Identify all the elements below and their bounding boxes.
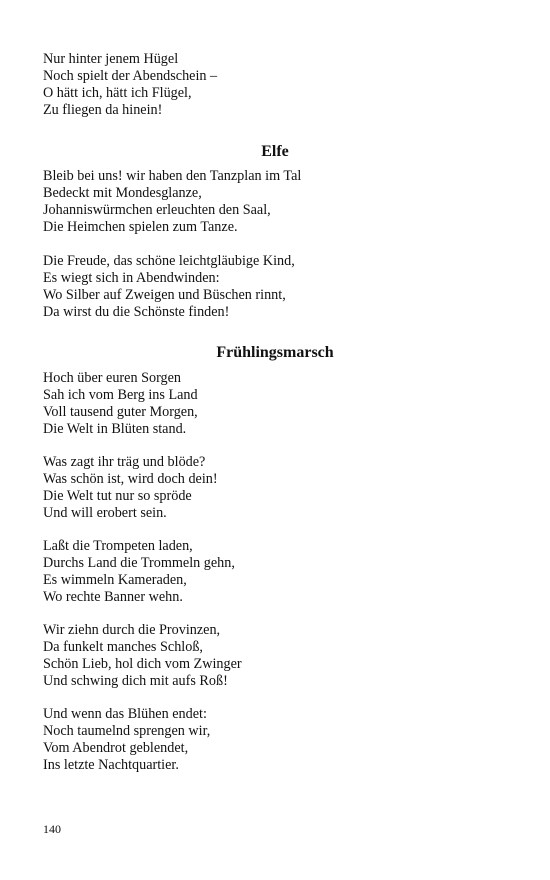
intro-stanza <box>43 51 513 119</box>
page-number: 140 <box>43 822 61 836</box>
verse-line: Was schön ist, wird doch dein! <box>43 471 218 487</box>
verse-line: Ins letzte Nachtquartier. <box>43 757 179 773</box>
stanza <box>43 706 513 774</box>
stanza <box>43 253 513 321</box>
verse-line: Die Freude, das schöne leichtgläubige Kind, <box>43 253 295 269</box>
verse-line: Wir ziehn durch die Provinzen, <box>43 622 221 638</box>
verse-line: Da wirst du die Schönste finden! <box>43 304 230 320</box>
verse-line: Und schwing dich mit aufs Roß! <box>43 673 228 689</box>
verse-line: Nur hinter jenem Hügel <box>43 51 179 67</box>
verse-line: Zu fliegen da hinein! <box>43 102 163 118</box>
verse-line: Voll tausend guter Morgen, <box>43 404 198 420</box>
verse-line: Die Heimchen spielen zum Tanze. <box>43 219 238 235</box>
verse-line: Johanniswürmchen erleuchten den Saal, <box>43 202 271 218</box>
verse-line: Was zagt ihr träg und blöde? <box>43 454 206 470</box>
verse-line: Und will erobert sein. <box>43 505 167 521</box>
verse-line: Es wimmeln Kameraden, <box>43 572 187 588</box>
verse-line: Die Welt tut nur so spröde <box>43 488 192 504</box>
stanza <box>43 454 513 522</box>
verse-line: Noch taumelnd sprengen wir, <box>43 723 211 739</box>
verse-line: Bleib bei uns! wir haben den Tanzplan im Tal <box>43 168 302 184</box>
verse-line: O hätt ich, hätt ich Flügel, <box>43 85 192 101</box>
verse-line: Durchs Land die Trommeln gehn, <box>43 555 235 571</box>
poem-title-elfe: Elfe <box>261 143 289 160</box>
stanza <box>43 370 513 438</box>
verse-line: Bedeckt mit Mondesglanze, <box>43 185 202 201</box>
verse-line: Schön Lieb, hol dich vom Zwinger <box>43 656 242 672</box>
verse-line: Vom Abendrot geblendet, <box>43 740 189 756</box>
verse-line: Die Welt in Blüten stand. <box>43 421 187 437</box>
stanza <box>43 622 513 690</box>
verse-line: Laßt die Trompeten laden, <box>43 538 193 554</box>
verse-line: Wo Silber auf Zweigen und Büschen rinnt, <box>43 287 286 303</box>
verse-line: Wo rechte Banner wehn. <box>43 589 183 605</box>
verse-line: Sah ich vom Berg ins Land <box>43 387 198 403</box>
stanza <box>43 168 513 236</box>
stanza <box>43 538 513 606</box>
poem-title-fruehlingsmarsch: Frühlingsmarsch <box>216 344 334 361</box>
verse-line: Da funkelt manches Schloß, <box>43 639 203 655</box>
verse-line: Es wiegt sich in Abendwinden: <box>43 270 220 286</box>
verse-line: Hoch über euren Sorgen <box>43 370 182 386</box>
verse-line: Noch spielt der Abendschein – <box>43 68 218 84</box>
verse-line: Und wenn das Blühen endet: <box>43 706 207 722</box>
